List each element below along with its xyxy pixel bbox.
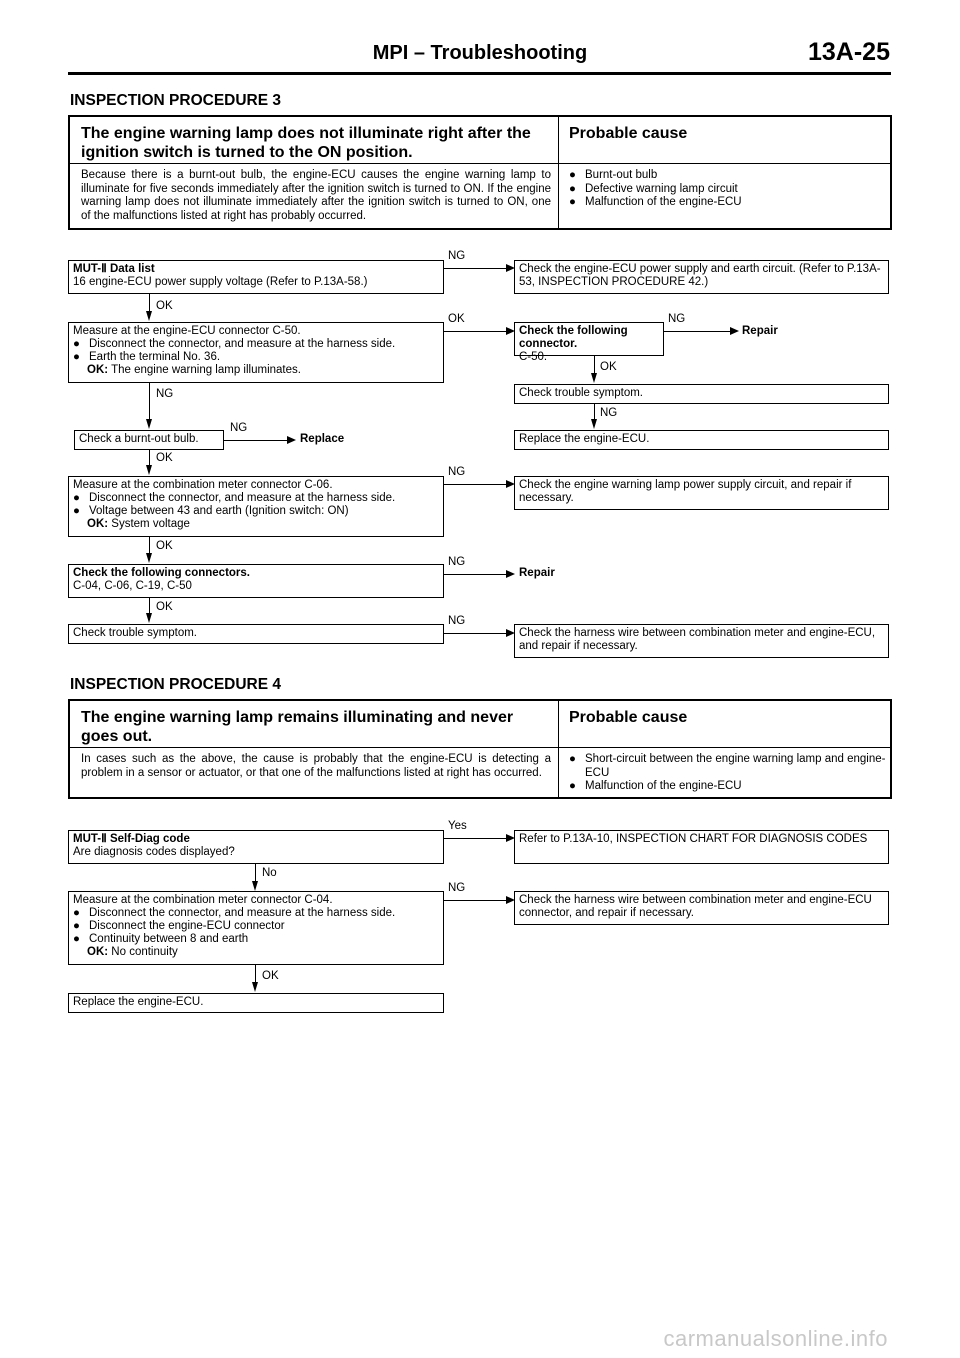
arrow-down-icon bbox=[591, 419, 597, 429]
flow-step-check-connectors: Check the following connectors. C-04, C-06, C-19, C-50 bbox=[68, 564, 444, 598]
flow-step-measure-ecu-connector: Measure at the engine-ECU connector C-50. ● Disconnect the connector, and measure at the harness side. ● Earth the terminal No. 36. OK: The engine warning lamp illuminates. bbox=[68, 322, 444, 383]
flow-step-lamp-power-circuit: Check the engine warning lamp power supply circuit, and repair if necessary. bbox=[514, 476, 889, 510]
cause-item: ● Burnt-out bulb bbox=[569, 169, 658, 181]
flow-step-replace-ecu: Replace the engine-ECU. bbox=[68, 993, 444, 1013]
ng-label: NG bbox=[448, 250, 466, 262]
ok-label: OK bbox=[156, 300, 173, 312]
ng-label: NG bbox=[600, 407, 618, 419]
flow-step-measure-meter-c06: Measure at the combination meter connector C-06. ● Disconnect the connector, and measure at the harness side. ● Voltage between 43 and earth (Ignition switch: ON) OK: System voltage bbox=[68, 476, 444, 537]
ok-label: OK bbox=[600, 361, 617, 373]
symptom-text: The engine warning lamp does not illuminate right after the ignition switch is turned to the ON position. bbox=[81, 125, 531, 161]
flow-step-self-diag: MUT-Ⅱ Self-Diag code Are diagnosis codes displayed? bbox=[68, 830, 444, 864]
yes-label: Yes bbox=[448, 820, 467, 832]
flow-step-harness-connector-check: Check the harness wire between combination meter and engine-ECU connector, and repair if necessary. bbox=[514, 891, 889, 925]
cause-item: ● Defective warning lamp circuit bbox=[569, 182, 738, 195]
flow-step-refer-diag-chart: Refer to P.13A-10, INSPECTION CHART FOR DIAGNOSIS CODES bbox=[514, 830, 889, 864]
header-rule bbox=[68, 72, 891, 75]
flow-step-check-symptom: Check trouble symptom. bbox=[68, 624, 444, 644]
replace-text: Replace bbox=[300, 433, 345, 445]
cause-item: ● Malfunction of the engine-ECU bbox=[569, 780, 742, 792]
no-label: No bbox=[262, 867, 277, 879]
arrow-down-icon bbox=[146, 465, 152, 475]
section-heading-proc3: INSPECTION PROCEDURE 3 bbox=[70, 92, 282, 109]
probable-cause-header: Probable cause bbox=[569, 709, 688, 726]
cause-list bbox=[569, 169, 879, 210]
flow-step-check-connector-c50: Check the following connector. C-50. bbox=[514, 322, 664, 356]
ng-label: NG bbox=[448, 882, 466, 894]
ok-label: OK bbox=[156, 540, 173, 552]
arrow-down-icon bbox=[252, 982, 258, 992]
ng-label: NG bbox=[448, 615, 466, 627]
flow-step-replace-ecu: Replace the engine-ECU. bbox=[514, 430, 889, 450]
symptom-description: In cases such as the above, the cause is probably that the engine-ECU is detecting a problem in a sensor or actuator, or that one of the malfunctions listed at right has occurred. bbox=[81, 753, 551, 779]
ok-label: OK bbox=[156, 601, 173, 613]
flow-step-mut-data-list: MUT-Ⅱ Data list 16 engine-ECU power supply voltage (Refer to P.13A-58.) bbox=[68, 260, 444, 294]
flow-step-measure-meter-c04: Measure at the combination meter connector C-04. ● Disconnect the connector, and measure at the harness side. ● Disconnect the engine-ECU connector ● Continuity between 8 and earth OK: No continuity bbox=[68, 891, 444, 965]
arrow-down-icon bbox=[146, 419, 152, 429]
cause-item: ● Short-circuit between the engine warning lamp and engine-ECU bbox=[569, 753, 886, 779]
symptom-table-proc3 bbox=[68, 115, 892, 230]
ok-label: OK bbox=[262, 970, 279, 982]
ok-label: OK bbox=[448, 313, 465, 325]
ok-label: OK bbox=[156, 452, 173, 464]
arrow-down-icon bbox=[591, 373, 597, 383]
flow-step-power-supply-check: Check the engine-ECU power supply and earth circuit. (Refer to P.13A-53, INSPECTION PROCEDURE 42.) bbox=[514, 260, 889, 294]
repair-text: Repair bbox=[519, 567, 555, 579]
page-header-title: MPI – Troubleshooting bbox=[372, 42, 588, 64]
ng-label: NG bbox=[230, 422, 248, 434]
ng-label: NG bbox=[668, 313, 686, 325]
section-heading-proc4: INSPECTION PROCEDURE 4 bbox=[70, 676, 282, 693]
ng-label: NG bbox=[156, 388, 174, 400]
watermark: carmanualsonline.info bbox=[663, 1326, 888, 1351]
probable-cause-header: Probable cause bbox=[569, 125, 688, 142]
flow-step-check-bulb: Check a burnt-out bulb. bbox=[74, 430, 224, 450]
repair-text: Repair bbox=[742, 325, 778, 337]
cause-list bbox=[569, 753, 887, 794]
arrow-down-icon bbox=[252, 881, 258, 891]
flow-step-harness-check: Check the harness wire between combination meter and engine-ECU, and repair if necessary. bbox=[514, 624, 889, 658]
arrow-down-icon bbox=[146, 613, 152, 623]
cause-item: ● Malfunction of the engine-ECU bbox=[569, 196, 742, 208]
ng-label: NG bbox=[448, 556, 466, 568]
ng-label: NG bbox=[448, 466, 466, 478]
symptom-description: Because there is a burnt-out bulb, the engine-ECU causes the engine warning lamp to illuminate for five seconds immediately after the ignition switch is turned to ON. If the engine warning lamp does not illuminate immediately after the ignition switch is turned to ON, one of the malfunctions listed at right has probably occurred. bbox=[81, 169, 551, 222]
arrow-down-icon bbox=[146, 553, 152, 563]
page-number: 13A-25 bbox=[808, 38, 890, 66]
symptom-table-proc4 bbox=[68, 699, 892, 799]
arrow-right-icon bbox=[730, 327, 739, 335]
arrow-right-icon bbox=[506, 570, 515, 578]
arrow-down-icon bbox=[146, 311, 152, 321]
arrow-right-icon bbox=[287, 436, 296, 444]
flow-step-check-symptom: Check trouble symptom. bbox=[514, 384, 889, 404]
symptom-text: The engine warning lamp remains illuminating and never goes out. bbox=[81, 709, 514, 745]
